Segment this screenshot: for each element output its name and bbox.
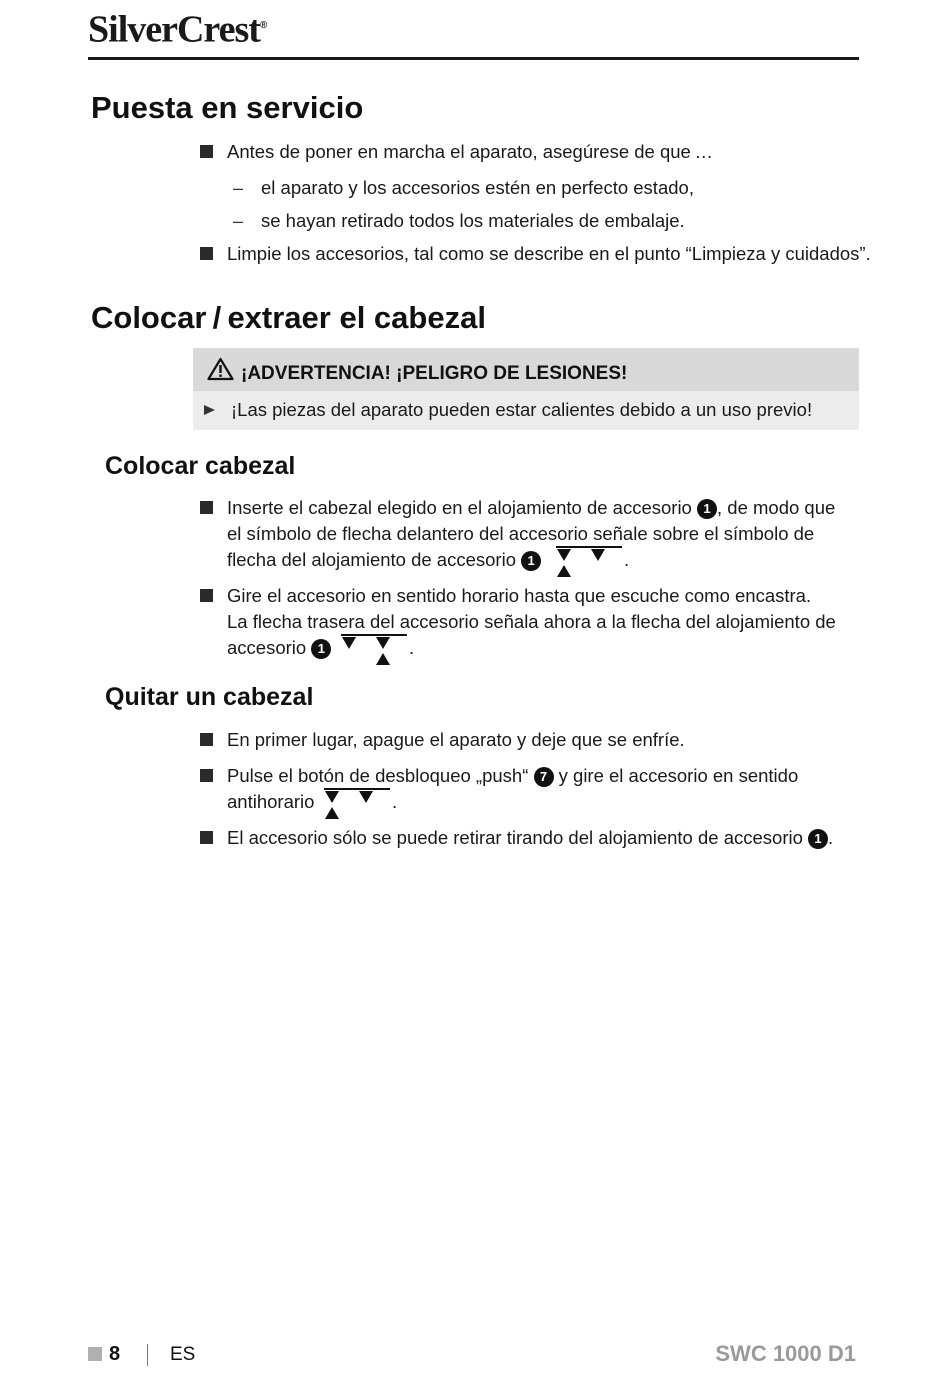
- model-number: SWC 1000 D1: [715, 1341, 856, 1366]
- warning-title: ¡ADVERTENCIA! ¡PELIGRO DE LESIONES!: [241, 363, 628, 384]
- text-run: El accesorio sólo se puede retirar tirando del alojamiento de accesorio: [227, 827, 809, 848]
- warning-triangle-icon: [207, 357, 234, 381]
- text-run: Inserte el cabezal elegido en el alojamiento de accesorio: [227, 497, 697, 518]
- subsection-title-quitar: Quitar un cabezal: [105, 683, 314, 711]
- arrow-alignment-symbol-icon: [554, 544, 624, 583]
- text-run: Pulse el botón de desbloqueo „push“: [227, 765, 534, 786]
- list-item-line: [227, 547, 541, 573]
- footer-square-icon: [88, 1347, 102, 1361]
- bullet-square: [200, 145, 213, 158]
- list-item-line: el símbolo de flecha delantero del accesorio señale sobre el símbolo de: [227, 523, 815, 544]
- language-code: ES: [170, 1344, 196, 1365]
- text-run: flecha del alojamiento de accesorio: [227, 549, 522, 570]
- part-number-badge: 7: [534, 767, 554, 787]
- text-run: accesorio: [227, 637, 312, 658]
- bullet-square: [200, 501, 213, 514]
- list-item: Antes de poner en marcha el aparato, asegúrese de que …: [227, 141, 714, 162]
- text-run: y gire el accesorio en sentido: [553, 765, 799, 786]
- part-number-badge: 1: [521, 551, 541, 571]
- text-run: .: [392, 791, 398, 812]
- section-title-puesta: Puesta en servicio: [91, 90, 364, 125]
- list-item-line: [227, 825, 833, 851]
- page-number: 8: [109, 1343, 121, 1365]
- list-item: se hayan retirado todos los materiales de embalaje.: [261, 210, 685, 231]
- list-item-line: Gire el accesorio en sentido horario hasta que escuche como encastra.: [227, 585, 812, 606]
- text-run: .: [409, 637, 415, 658]
- arrow-alignment-symbol-icon: [322, 786, 392, 825]
- dash-marker: –: [233, 211, 244, 231]
- list-item-line: antihorario: [227, 791, 315, 812]
- text-run: .: [828, 827, 834, 848]
- section-title-colocar-extraer: Colocar / extraer el cabezal: [91, 300, 486, 335]
- bullet-square: [200, 589, 213, 602]
- bullet-square: [200, 247, 213, 260]
- header-rule: [88, 57, 859, 60]
- bullet-square: [200, 769, 213, 782]
- registered-mark: ®: [259, 20, 268, 31]
- part-number-badge: 1: [311, 639, 331, 659]
- list-item: Limpie los accesorios, tal como se describe en el punto “Limpieza y cuidados”.: [227, 243, 871, 264]
- list-item-line: La flecha trasera del accesorio señala ahora a la flecha del alojamiento de: [227, 611, 836, 632]
- list-item-line: [227, 763, 798, 789]
- list-item-line: [227, 495, 835, 521]
- list-item: En primer lugar, apague el aparato y deje que se enfríe.: [227, 729, 685, 750]
- warning-text: ¡Las piezas del aparato pueden estar calientes debido a un uso previo!: [231, 399, 813, 420]
- text-run: .: [624, 549, 630, 570]
- bullet-square: [200, 733, 213, 746]
- dash-marker: –: [233, 178, 244, 198]
- brand-logo-text: SilverCrest: [88, 8, 260, 51]
- part-number-badge: 1: [697, 499, 717, 519]
- brand-logo: [88, 6, 267, 50]
- subsection-title-colocar: Colocar cabezal: [105, 452, 296, 480]
- arrow-alignment-symbol-icon: [339, 632, 409, 671]
- text-run: , de modo que: [717, 497, 836, 518]
- bullet-square: [200, 831, 213, 844]
- list-item-line: [227, 635, 331, 661]
- footer-divider: [147, 1344, 148, 1366]
- list-item: el aparato y los accesorios estén en perfecto estado,: [261, 177, 694, 198]
- arrow-right-icon: [204, 405, 215, 415]
- part-number-badge: 1: [808, 829, 828, 849]
